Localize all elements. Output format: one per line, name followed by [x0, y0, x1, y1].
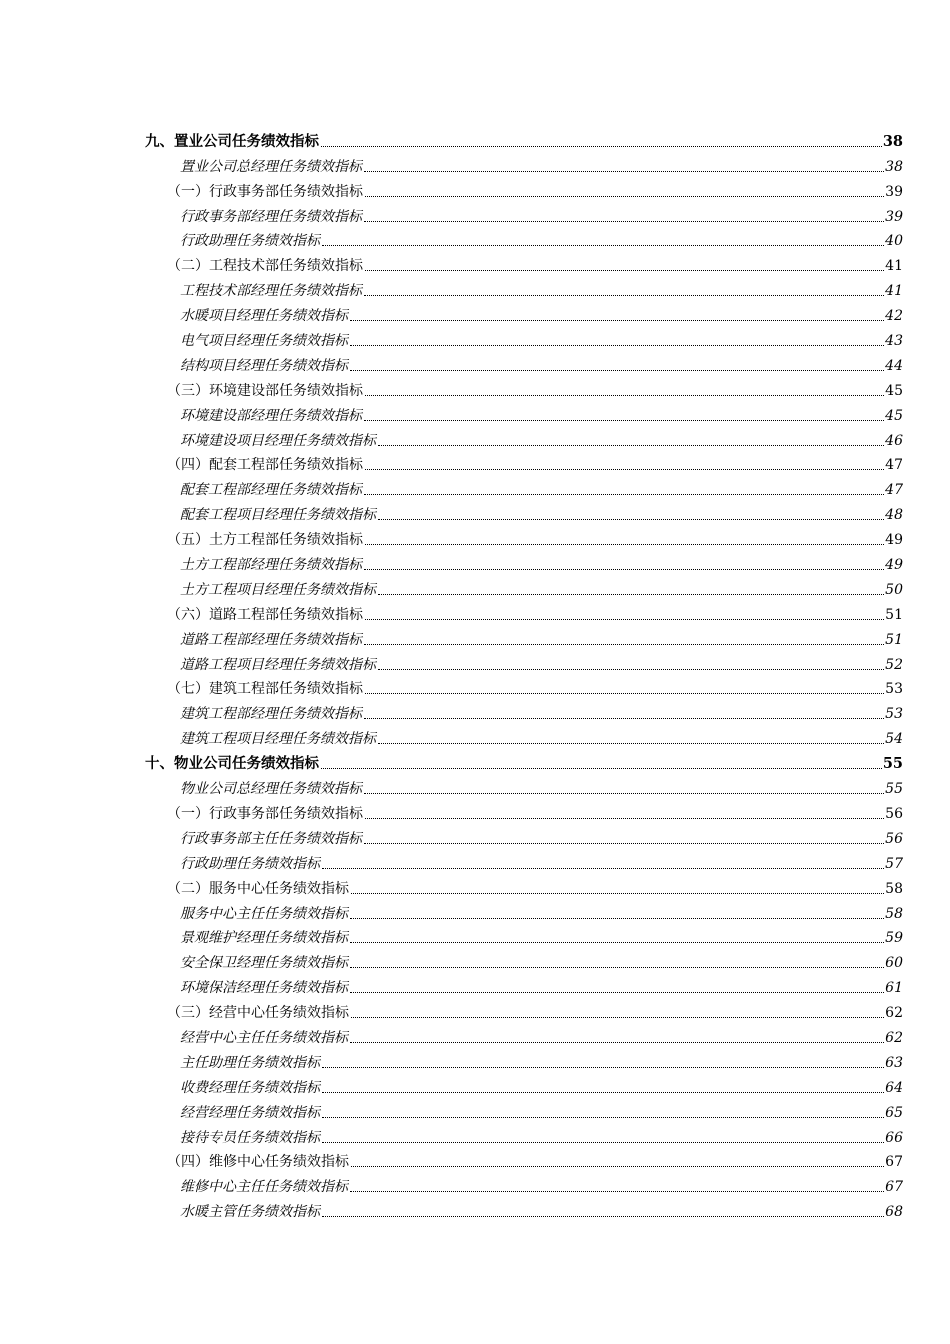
toc-item-entry[interactable] [145, 723, 903, 748]
toc-entry-label: 十、物业公司任务绩效指标 [145, 755, 319, 773]
toc-page-number: 54 [885, 731, 903, 748]
toc-entry-label: （一）行政事务部任务绩效指标 [167, 183, 363, 200]
toc-item-entry[interactable] [145, 400, 903, 425]
toc-item-entry[interactable] [145, 201, 903, 226]
dot-leader [378, 444, 884, 446]
toc-subsection-entry[interactable] [145, 798, 903, 823]
dot-leader [364, 419, 884, 421]
toc-subsection-entry[interactable] [145, 1147, 903, 1172]
toc-section-heading[interactable] [145, 126, 903, 151]
dot-leader [350, 1190, 884, 1192]
toc-entry-label: 行政助理任务绩效指标 [180, 855, 320, 872]
toc-item-entry[interactable] [145, 151, 903, 176]
toc-entry-label: 道路工程项目经理任务绩效指标 [180, 656, 376, 673]
table-of-contents [145, 126, 903, 1221]
toc-entry-label: （五）土方工程部任务绩效指标 [167, 532, 363, 549]
toc-page-number: 66 [885, 1129, 903, 1146]
dot-leader [322, 1215, 884, 1217]
toc-page-number: 39 [885, 183, 903, 200]
dot-leader [364, 568, 884, 570]
toc-item-entry[interactable] [145, 300, 903, 325]
toc-item-entry[interactable] [145, 1047, 903, 1072]
toc-item-entry[interactable] [145, 624, 903, 649]
toc-page-number: 48 [885, 507, 903, 524]
dot-leader [364, 170, 884, 172]
dot-leader [322, 1141, 884, 1143]
toc-item-entry[interactable] [145, 425, 903, 450]
toc-page-number: 68 [885, 1204, 903, 1221]
toc-page-number: 50 [885, 581, 903, 598]
toc-page-number: 46 [885, 432, 903, 449]
toc-item-entry[interactable] [145, 947, 903, 972]
toc-entry-label: （二）工程技术部任务绩效指标 [167, 258, 363, 275]
dot-leader [365, 468, 884, 470]
toc-entry-label: （一）行政事务部任务绩效指标 [167, 805, 363, 822]
toc-entry-label: 维修中心主任任务绩效指标 [180, 1179, 348, 1196]
toc-page-number: 56 [885, 830, 903, 847]
toc-item-entry[interactable] [145, 1097, 903, 1122]
toc-subsection-entry[interactable] [145, 524, 903, 549]
toc-entry-label: 电气项目经理任务绩效指标 [180, 333, 348, 350]
toc-item-entry[interactable] [145, 499, 903, 524]
toc-page-number: 38 [885, 158, 903, 175]
dot-leader [351, 1016, 884, 1018]
dot-leader [351, 892, 884, 894]
toc-section-heading[interactable] [145, 748, 903, 773]
toc-page-number: 57 [885, 855, 903, 872]
toc-entry-label: 置业公司总经理任务绩效指标 [180, 158, 362, 175]
toc-page-number: 49 [885, 532, 903, 549]
toc-entry-label: 环境建设项目经理任务绩效指标 [180, 432, 376, 449]
toc-item-entry[interactable] [145, 698, 903, 723]
toc-page-number: 58 [885, 880, 903, 897]
toc-page-number: 47 [885, 457, 903, 474]
toc-subsection-entry[interactable] [145, 997, 903, 1022]
toc-entry-label: 物业公司总经理任务绩效指标 [180, 781, 362, 798]
toc-page-number: 59 [885, 930, 903, 947]
dot-leader [322, 867, 884, 869]
toc-page-number: 40 [885, 233, 903, 250]
toc-entry-label: 接待专员任务绩效指标 [180, 1129, 320, 1146]
dot-leader [378, 593, 884, 595]
toc-page-number: 58 [885, 905, 903, 922]
dot-leader [350, 917, 884, 919]
toc-entry-label: 水暖主管任务绩效指标 [180, 1204, 320, 1221]
toc-entry-label: 配套工程项目经理任务绩效指标 [180, 507, 376, 524]
toc-entry-label: 服务中心主任任务绩效指标 [180, 905, 348, 922]
toc-item-entry[interactable] [145, 1072, 903, 1097]
toc-item-entry[interactable] [145, 350, 903, 375]
toc-page-number: 45 [885, 407, 903, 424]
toc-item-entry[interactable] [145, 474, 903, 499]
toc-page-number: 52 [885, 656, 903, 673]
toc-item-entry[interactable] [145, 898, 903, 923]
dot-leader [378, 668, 884, 670]
toc-page-number: 43 [885, 333, 903, 350]
toc-item-entry[interactable] [145, 1196, 903, 1221]
toc-entry-label: （七）建筑工程部任务绩效指标 [167, 681, 363, 698]
toc-page-number: 38 [882, 132, 903, 150]
toc-page-number: 53 [885, 706, 903, 723]
dot-leader [365, 618, 884, 620]
toc-entry-label: 收费经理任务绩效指标 [180, 1079, 320, 1096]
toc-entry-label: 环境保洁经理任务绩效指标 [180, 980, 348, 997]
dot-leader [364, 643, 884, 645]
toc-entry-label: 工程技术部经理任务绩效指标 [180, 283, 362, 300]
dot-leader [364, 717, 884, 719]
dot-leader [365, 817, 884, 819]
toc-page-number: 60 [885, 955, 903, 972]
dot-leader [322, 1116, 884, 1118]
toc-page-number: 62 [885, 1029, 903, 1046]
toc-page-number: 64 [885, 1079, 903, 1096]
toc-entry-label: 环境建设部经理任务绩效指标 [180, 407, 362, 424]
toc-subsection-entry[interactable] [145, 250, 903, 275]
toc-subsection-entry[interactable] [145, 375, 903, 400]
toc-item-entry[interactable] [145, 1171, 903, 1196]
toc-entry-label: 行政事务部主任任务绩效指标 [180, 830, 362, 847]
dot-leader [350, 369, 884, 371]
toc-page-number: 55 [885, 781, 903, 798]
toc-item-entry[interactable] [145, 1022, 903, 1047]
dot-leader [365, 195, 884, 197]
toc-entry-label: （二）服务中心任务绩效指标 [167, 880, 349, 897]
toc-subsection-entry[interactable] [145, 674, 903, 699]
toc-page-number: 47 [885, 482, 903, 499]
toc-page-number: 41 [885, 258, 903, 275]
toc-page-number: 42 [885, 308, 903, 325]
toc-page-number: 49 [885, 557, 903, 574]
toc-entry-label: 建筑工程部经理任务绩效指标 [180, 706, 362, 723]
toc-page-number: 51 [885, 606, 903, 623]
dot-leader [364, 220, 884, 222]
dot-leader [364, 842, 884, 844]
toc-page-number: 53 [885, 681, 903, 698]
toc-entry-label: （四）配套工程部任务绩效指标 [167, 457, 363, 474]
toc-item-entry[interactable] [145, 972, 903, 997]
toc-item-entry[interactable] [145, 574, 903, 599]
toc-page-number: 56 [885, 805, 903, 822]
dot-leader [365, 692, 884, 694]
toc-item-entry[interactable] [145, 226, 903, 251]
toc-page-number: 55 [882, 755, 903, 773]
toc-entry-label: 配套工程部经理任务绩效指标 [180, 482, 362, 499]
toc-item-entry[interactable] [145, 848, 903, 873]
toc-page-number: 51 [885, 631, 903, 648]
toc-page-number: 45 [885, 382, 903, 399]
toc-entry-label: （三）环境建设部任务绩效指标 [167, 382, 363, 399]
toc-item-entry[interactable] [145, 325, 903, 350]
dot-leader [350, 966, 884, 968]
dot-leader [321, 767, 882, 769]
dot-leader [350, 941, 884, 943]
toc-entry-label: 土方工程项目经理任务绩效指标 [180, 581, 376, 598]
toc-entry-label: 九、置业公司任务绩效指标 [145, 132, 319, 150]
toc-page-number: 67 [885, 1179, 903, 1196]
dot-leader [322, 1066, 884, 1068]
toc-item-entry[interactable] [145, 275, 903, 300]
toc-entry-label: 主任助理任务绩效指标 [180, 1054, 320, 1071]
dot-leader [350, 1041, 884, 1043]
toc-page-number: 39 [885, 208, 903, 225]
toc-entry-label: 建筑工程项目经理任务绩效指标 [180, 731, 376, 748]
toc-item-entry[interactable] [145, 823, 903, 848]
toc-entry-label: 水暖项目经理任务绩效指标 [180, 308, 348, 325]
dot-leader [321, 145, 882, 147]
toc-subsection-entry[interactable] [145, 450, 903, 475]
toc-subsection-entry[interactable] [145, 873, 903, 898]
toc-page-number: 67 [885, 1154, 903, 1171]
dot-leader [351, 1165, 884, 1167]
toc-entry-label: 安全保卫经理任务绩效指标 [180, 955, 348, 972]
toc-page-number: 44 [885, 357, 903, 374]
dot-leader [378, 742, 884, 744]
dot-leader [350, 344, 884, 346]
dot-leader [350, 319, 884, 321]
toc-item-entry[interactable] [145, 923, 903, 948]
toc-item-entry[interactable] [145, 773, 903, 798]
toc-page-number: 63 [885, 1054, 903, 1071]
dot-leader [378, 518, 884, 520]
dot-leader [322, 244, 884, 246]
dot-leader [364, 294, 884, 296]
dot-leader [364, 493, 884, 495]
toc-subsection-entry[interactable] [145, 599, 903, 624]
dot-leader [322, 1091, 884, 1093]
toc-page-number: 61 [885, 980, 903, 997]
dot-leader [364, 792, 884, 794]
toc-item-entry[interactable] [145, 649, 903, 674]
dot-leader [365, 543, 884, 545]
dot-leader [365, 394, 884, 396]
dot-leader [365, 269, 884, 271]
toc-page-number: 62 [885, 1005, 903, 1022]
toc-entry-label: （三）经营中心任务绩效指标 [167, 1005, 349, 1022]
toc-entry-label: 行政事务部经理任务绩效指标 [180, 208, 362, 225]
toc-entry-label: 经营经理任务绩效指标 [180, 1104, 320, 1121]
dot-leader [350, 991, 884, 993]
toc-item-entry[interactable] [145, 1122, 903, 1147]
toc-entry-label: （六）道路工程部任务绩效指标 [167, 606, 363, 623]
toc-item-entry[interactable] [145, 549, 903, 574]
toc-entry-label: 经营中心主任任务绩效指标 [180, 1029, 348, 1046]
toc-page-number: 65 [885, 1104, 903, 1121]
toc-entry-label: 行政助理任务绩效指标 [180, 233, 320, 250]
toc-entry-label: 结构项目经理任务绩效指标 [180, 357, 348, 374]
toc-entry-label: （四）维修中心任务绩效指标 [167, 1154, 349, 1171]
toc-entry-label: 景观维护经理任务绩效指标 [180, 930, 348, 947]
toc-subsection-entry[interactable] [145, 176, 903, 201]
toc-entry-label: 土方工程部经理任务绩效指标 [180, 557, 362, 574]
toc-page-number: 41 [885, 283, 903, 300]
toc-entry-label: 道路工程部经理任务绩效指标 [180, 631, 362, 648]
